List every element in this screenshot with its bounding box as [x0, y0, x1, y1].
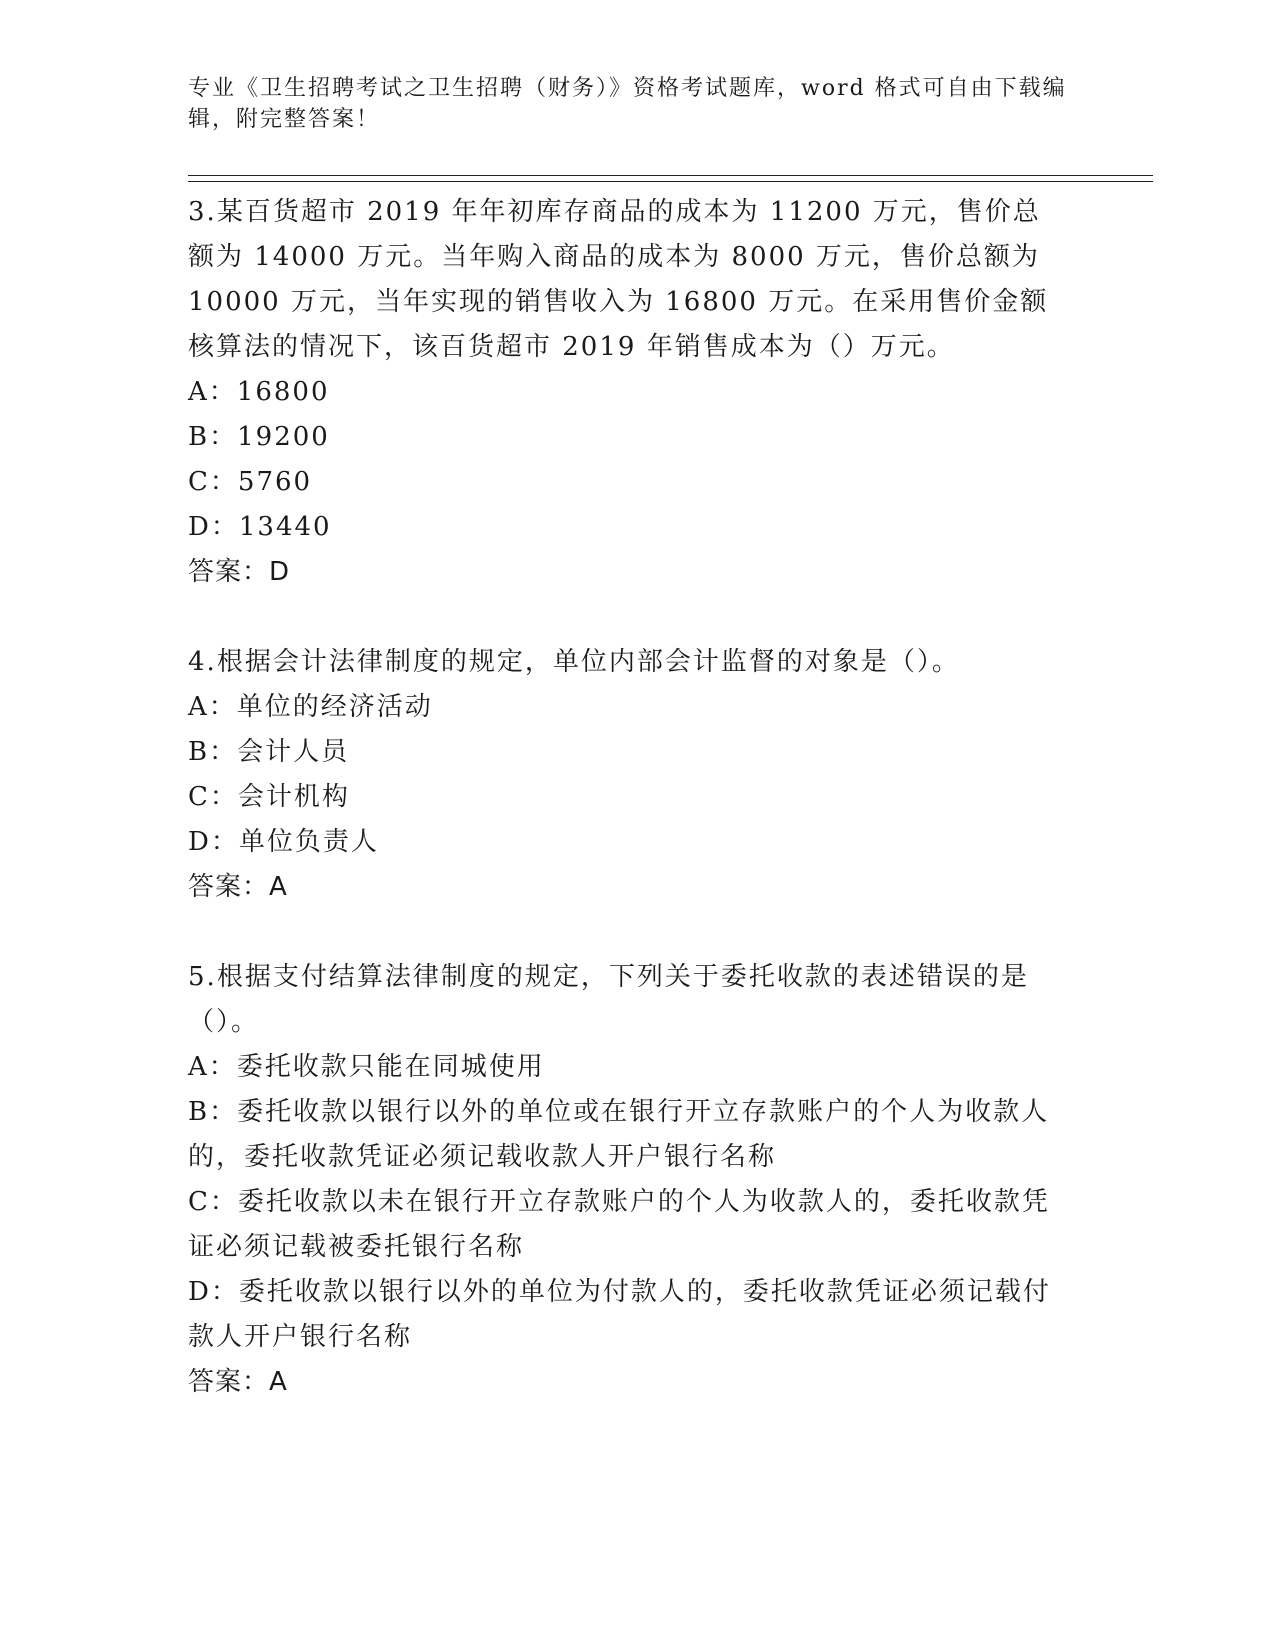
- option-a: [188, 685, 1068, 730]
- question-text: 根据会计法律制度的规定，单位内部会计监督的对象是（）。: [216, 647, 960, 677]
- answer-label: 答案：: [188, 557, 270, 587]
- question-block: [188, 640, 1068, 910]
- option-c: [188, 460, 1068, 505]
- option-text: 委托收款以银行以外的单位为付款人的，委托收款凭证必须记载付款人开户银行名称: [188, 1277, 1051, 1352]
- spacer: [188, 595, 1068, 640]
- answer-value: A: [269, 872, 288, 902]
- option-a: [188, 1045, 1068, 1090]
- option-text: 13440: [238, 512, 332, 542]
- header-text: 专业《卫生招聘考试之卫生招聘（财务）》资格考试题库，word 格式可自由下载编辑，附完整答案！: [188, 76, 1067, 132]
- option-label: B：: [188, 1097, 238, 1127]
- option-b: [188, 1090, 1068, 1180]
- answer-line: [188, 865, 1068, 910]
- header-divider-bottom: [188, 181, 1153, 182]
- option-label: B：: [188, 737, 238, 767]
- question-stem: [188, 640, 1068, 685]
- question-block: [188, 190, 1068, 595]
- option-text: 5760: [237, 467, 313, 497]
- option-d: [188, 820, 1068, 865]
- document-header: [188, 73, 1068, 135]
- option-label: C：: [188, 467, 238, 497]
- option-a: [188, 370, 1068, 415]
- option-text: 委托收款只能在同城使用: [236, 1052, 545, 1082]
- answer-label: 答案：: [188, 1367, 270, 1397]
- answer-line: [188, 1360, 1068, 1405]
- answer-label: 答案：: [188, 872, 270, 902]
- option-c: [188, 1180, 1068, 1270]
- option-label: A：: [188, 692, 237, 722]
- option-label: B：: [188, 422, 238, 452]
- option-text: 委托收款以银行以外的单位或在银行开立存款账户的个人为收款人的，委托收款凭证必须记载收款人开户银行名称: [188, 1097, 1050, 1172]
- question-number: 4.: [188, 647, 217, 677]
- option-text: 16800: [236, 377, 330, 407]
- answer-line: [188, 550, 1068, 595]
- option-b: [188, 730, 1068, 775]
- option-d: [188, 505, 1068, 550]
- question-block: [188, 955, 1068, 1405]
- question-number: 3.: [188, 197, 217, 227]
- option-b: [188, 415, 1068, 460]
- option-label: C：: [188, 1187, 238, 1217]
- question-number: 5.: [188, 962, 217, 992]
- question-text: 根据支付结算法律制度的规定，下列关于委托收款的表述错误的是（）。: [188, 962, 1029, 1037]
- option-label: D：: [188, 1277, 239, 1307]
- option-label: A：: [188, 1052, 237, 1082]
- question-list: [188, 190, 1068, 1405]
- header-divider-top: [188, 175, 1153, 176]
- option-text: 单位的经济活动: [236, 692, 433, 722]
- question-stem: [188, 190, 1068, 370]
- option-label: A：: [188, 377, 237, 407]
- spacer: [188, 910, 1068, 955]
- option-label: D：: [188, 827, 239, 857]
- option-d: [188, 1270, 1068, 1360]
- option-text: 单位负责人: [238, 827, 379, 857]
- answer-value: A: [269, 1367, 288, 1397]
- option-text: 会计机构: [237, 782, 350, 812]
- option-label: C：: [188, 782, 238, 812]
- question-stem: [188, 955, 1068, 1045]
- question-text: 某百货超市 2019 年年初库存商品的成本为 11200 万元，售价总额为 14000 万元。当年购入商品的成本为 8000 万元，售价总额为 10000 万元，当年实现的销售收入为 16800 万元。在采用售价金额核算法的情况下，该百货超市 2019 年销售成本为（）万元。: [188, 197, 1049, 362]
- option-text: 委托收款以未在银行开立存款账户的个人为收款人的，委托收款凭证必须记载被委托银行名称: [188, 1187, 1050, 1262]
- option-text: 19200: [237, 422, 330, 452]
- option-label: D：: [188, 512, 239, 542]
- option-text: 会计人员: [237, 737, 350, 767]
- answer-value: D: [269, 557, 291, 587]
- option-c: [188, 775, 1068, 820]
